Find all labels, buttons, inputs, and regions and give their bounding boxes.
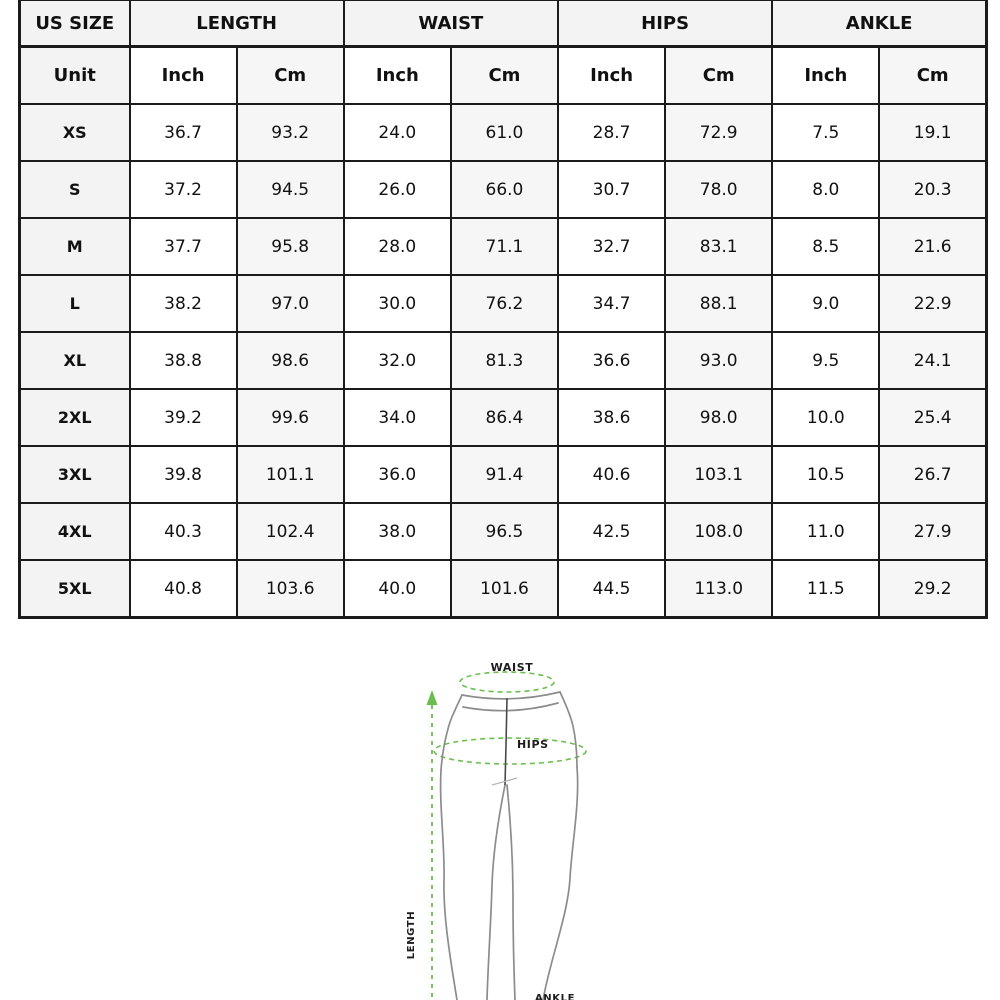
table-row (20, 104, 987, 161)
value-cell: 66.0 (451, 161, 558, 218)
value-cell: 30.7 (558, 161, 665, 218)
table-row (20, 446, 987, 503)
ankle-cm-header: Cm (879, 47, 986, 105)
value-cell: 9.5 (772, 332, 879, 389)
leggings-measurement-diagram (380, 645, 660, 1000)
table-row (20, 560, 987, 618)
value-cell: 96.5 (451, 503, 558, 560)
value-cell: 97.0 (237, 275, 344, 332)
value-cell: 39.2 (130, 389, 237, 446)
value-cell: 28.7 (558, 104, 665, 161)
value-cell: 93.2 (237, 104, 344, 161)
value-cell: 11.5 (772, 560, 879, 618)
table-row (20, 332, 987, 389)
header-length: LENGTH (130, 0, 344, 47)
value-cell: 102.4 (237, 503, 344, 560)
value-cell: 40.8 (130, 560, 237, 618)
value-cell: 93.0 (665, 332, 772, 389)
hips-measure-ellipse (434, 738, 586, 764)
length-label: LENGTH (406, 910, 417, 960)
table-header (20, 0, 987, 104)
value-cell: 98.0 (665, 389, 772, 446)
value-cell: 34.7 (558, 275, 665, 332)
value-cell: 25.4 (879, 389, 986, 446)
value-cell: 26.7 (879, 446, 986, 503)
value-cell: 72.9 (665, 104, 772, 161)
value-cell: 103.1 (665, 446, 772, 503)
size-chart-table (18, 0, 988, 619)
value-cell: 61.0 (451, 104, 558, 161)
value-cell: 44.5 (558, 560, 665, 618)
value-cell: 38.2 (130, 275, 237, 332)
table-body (20, 104, 987, 618)
waist-cm-header: Cm (451, 47, 558, 105)
value-cell: 42.5 (558, 503, 665, 560)
header-us-size: US SIZE (20, 0, 130, 47)
value-cell: 108.0 (665, 503, 772, 560)
value-cell: 11.0 (772, 503, 879, 560)
value-cell: 28.0 (344, 218, 451, 275)
table-row (20, 389, 987, 446)
value-cell: 32.0 (344, 332, 451, 389)
value-cell: 30.0 (344, 275, 451, 332)
value-cell: 98.6 (237, 332, 344, 389)
value-cell: 40.3 (130, 503, 237, 560)
size-label-cell: 3XL (20, 446, 130, 503)
value-cell: 37.7 (130, 218, 237, 275)
value-cell: 103.6 (237, 560, 344, 618)
value-cell: 20.3 (879, 161, 986, 218)
value-cell: 24.1 (879, 332, 986, 389)
value-cell: 24.0 (344, 104, 451, 161)
length-cm-header: Cm (237, 47, 344, 105)
value-cell: 99.6 (237, 389, 344, 446)
value-cell: 71.1 (451, 218, 558, 275)
value-cell: 7.5 (772, 104, 879, 161)
value-cell: 38.0 (344, 503, 451, 560)
value-cell: 21.6 (879, 218, 986, 275)
value-cell: 76.2 (451, 275, 558, 332)
value-cell: 40.6 (558, 446, 665, 503)
value-cell: 36.0 (344, 446, 451, 503)
value-cell: 34.0 (344, 389, 451, 446)
table-row (20, 161, 987, 218)
value-cell: 38.8 (130, 332, 237, 389)
value-cell: 91.4 (451, 446, 558, 503)
header-waist: WAIST (344, 0, 558, 47)
waist-measure-ellipse (460, 672, 554, 692)
value-cell: 10.0 (772, 389, 879, 446)
waist-label: WAIST (490, 661, 534, 674)
hips-label: HIPS (517, 738, 549, 751)
ankle-label: ANKLE (534, 993, 576, 1000)
size-label-cell: 2XL (20, 389, 130, 446)
value-cell: 19.1 (879, 104, 986, 161)
hips-inch-header: Inch (558, 47, 665, 105)
size-label-cell: S (20, 161, 130, 218)
value-cell: 22.9 (879, 275, 986, 332)
size-label-cell: 4XL (20, 503, 130, 560)
size-label-cell: M (20, 218, 130, 275)
unit-header-row (20, 47, 987, 105)
value-cell: 86.4 (451, 389, 558, 446)
value-cell: 81.3 (451, 332, 558, 389)
unit-cell: Unit (20, 47, 130, 105)
value-cell: 32.7 (558, 218, 665, 275)
value-cell: 95.8 (237, 218, 344, 275)
value-cell: 8.5 (772, 218, 879, 275)
value-cell: 9.0 (772, 275, 879, 332)
value-cell: 83.1 (665, 218, 772, 275)
value-cell: 40.0 (344, 560, 451, 618)
group-header-row (20, 0, 987, 47)
length-inch-header: Inch (130, 47, 237, 105)
size-label-cell: XS (20, 104, 130, 161)
value-cell: 10.5 (772, 446, 879, 503)
value-cell: 101.6 (451, 560, 558, 618)
hips-cm-header: Cm (665, 47, 772, 105)
value-cell: 101.1 (237, 446, 344, 503)
value-cell: 113.0 (665, 560, 772, 618)
value-cell: 36.6 (558, 332, 665, 389)
ankle-inch-header: Inch (772, 47, 879, 105)
length-arrowhead-icon (427, 690, 438, 705)
value-cell: 78.0 (665, 161, 772, 218)
value-cell: 8.0 (772, 161, 879, 218)
value-cell: 36.7 (130, 104, 237, 161)
value-cell: 37.2 (130, 161, 237, 218)
value-cell: 94.5 (237, 161, 344, 218)
size-label-cell: XL (20, 332, 130, 389)
size-label-cell: L (20, 275, 130, 332)
value-cell: 27.9 (879, 503, 986, 560)
table-row (20, 218, 987, 275)
waist-inch-header: Inch (344, 47, 451, 105)
header-ankle: ANKLE (772, 0, 986, 47)
table-row (20, 275, 987, 332)
value-cell: 88.1 (665, 275, 772, 332)
size-label-cell: 5XL (20, 560, 130, 618)
table-row (20, 503, 987, 560)
header-hips: HIPS (558, 0, 772, 47)
value-cell: 39.8 (130, 446, 237, 503)
value-cell: 26.0 (344, 161, 451, 218)
value-cell: 29.2 (879, 560, 986, 618)
value-cell: 38.6 (558, 389, 665, 446)
